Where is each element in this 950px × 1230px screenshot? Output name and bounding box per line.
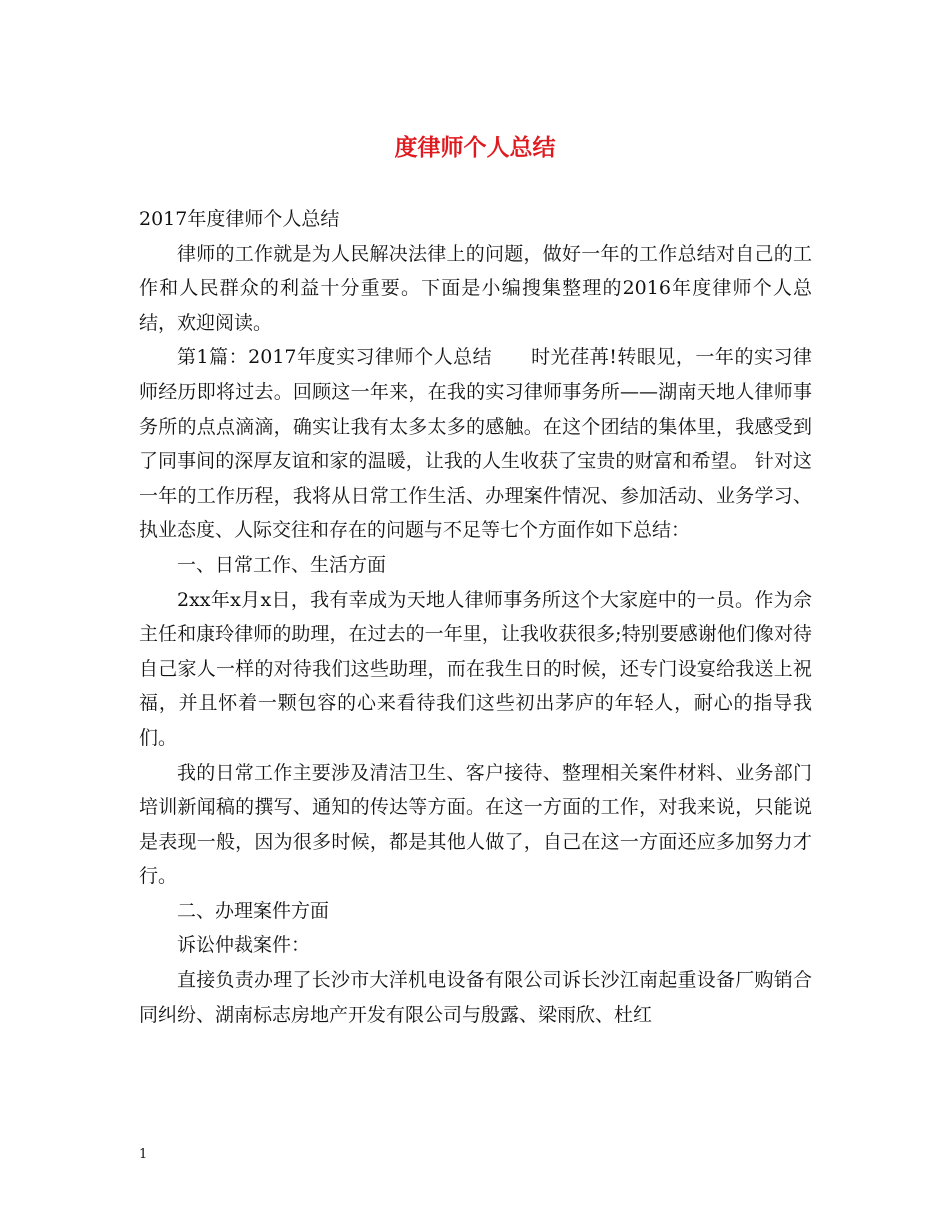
document-body	[139, 202, 812, 1032]
paragraph-article-1: 第1篇：2017年度实习律师个人总结 时光荏苒!转眼见，一年的实习律师经历即将过去。回顾这一年来，在我的实习律师事务所——湖南天地人律师事务所的点点滴滴，确实让我有太多太多的感触。在这个团结的集体里，我感受到了同事间的深厚友谊和家的温暖，让我的人生收获了宝贵的财富和希望。 针对这一年的工作历程，我将从日常工作生活、办理案件情况、参加活动、业务学习、执业态度、人际交往和存在的问题与不足等七个方面作如下总结：	[139, 346, 812, 542]
paragraph-cases: 直接负责办理了长沙市大洋机电设备有限公司诉长沙江南起重设备厂购销合同纠纷、湖南标志房地产开发有限公司与殷露、梁雨欣、杜红	[139, 969, 812, 1026]
page-number: 1	[139, 1147, 148, 1162]
paragraph-daily-duties: 我的日常工作主要涉及清洁卫生、客户接待、整理相关案件材料、业务部门培训新闻稿的撰写、通知的传达等方面。在这一方面的工作，对我来说，只能说是表现一般，因为很多时候，都是其他人做了，自己在这一方面还应多加努力才行。	[139, 761, 812, 888]
paragraph-intro: 律师的工作就是为人民解决法律上的问题，做好一年的工作总结对自己的工作和人民群众的利益十分重要。下面是小编搜集整理的2016年度律师个人总结，欢迎阅读。	[139, 242, 812, 334]
paragraph-daily-life: 2xx年x月x日，我有幸成为天地人律师事务所这个大家庭中的一员。作为佘主任和康玲律师的助理，在过去的一年里，让我收获很多;特别要感谢他们像对待自己家人一样的对待我们这些助理，而在我生日的时候，还专门设宴给我送上祝福，并且怀着一颗包容的心来看待我们这些初出茅庐的年轻人，耐心的指导我们。	[139, 588, 812, 749]
section-heading-daily-work: 一、日常工作、生活方面	[177, 553, 387, 576]
section-heading-cases: 二、办理案件方面	[177, 899, 330, 922]
paragraph-heading: 2017年度律师个人总结	[139, 208, 340, 230]
subsection-heading-litigation: 诉讼仲裁案件：	[177, 934, 311, 957]
document-title: 度律师个人总结	[394, 134, 556, 161]
